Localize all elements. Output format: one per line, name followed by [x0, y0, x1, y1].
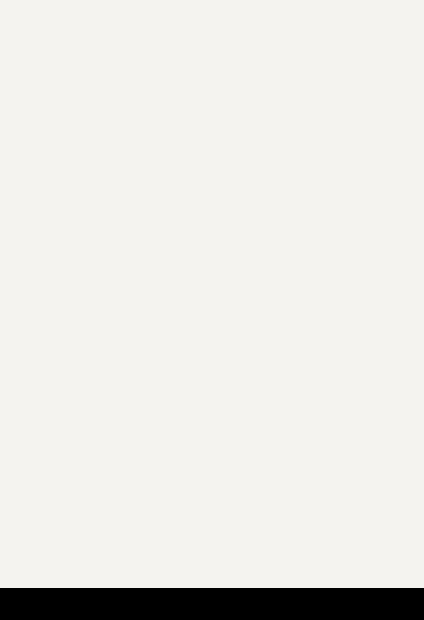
- footer-bar: [0, 588, 424, 620]
